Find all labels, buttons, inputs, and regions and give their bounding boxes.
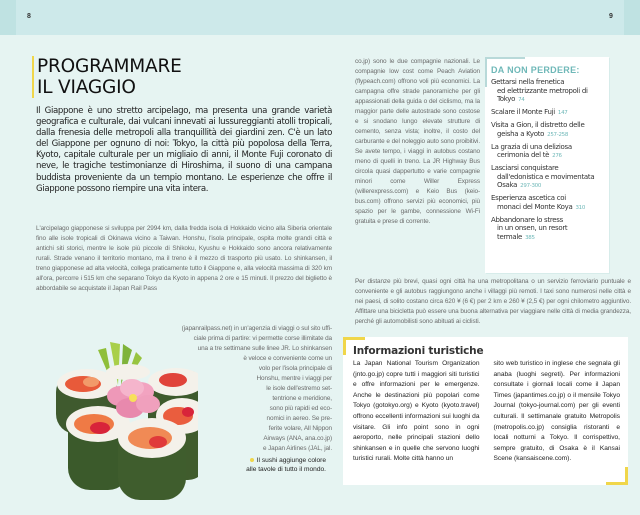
- page-ref: 257-258: [547, 131, 569, 138]
- photo-caption: Il sushi aggiunge colore alle tavole di tutto il mondo.: [246, 457, 326, 473]
- title-line-1: PROGRAMMARE: [37, 56, 182, 77]
- body-paragraph: L'arcipelago giapponese si sviluppa per 2994 km, dalla fredda isola di Hokkaido vicino alla Siberia orientale fino alle isole tropicali di Okinawa vicino a Taiwan. Honshu, l'isola principale, ospita molte grandi città e antichi siti storici, mentre le isole più piccole di Shikoku, Kyushu e Hokkaido sono ancora relativamente rurali. Strade venano il territorio montano, ma il treno è il mezzo di trasporto più usato. Lo shinkansen, il treno giapponese ad alta velocità, collega praticamente tutto il Giappone e, alla velocità massima di 320 km all'ora, percorre i 515 km che separano Tokyo da Kyoto in appena 2 ore e 15 minuti. Il prezzo del biglietto è abbordabile se acquistate il Japan Rail Pass: [36, 225, 332, 292]
- corner-accent: [625, 467, 628, 485]
- box-accent-bar-vertical: [485, 57, 487, 87]
- highlight-item: Gettarsi nella frenetica ed elettrizzante metropoli di Tokyo 74: [491, 78, 588, 103]
- middle-column-text: co.jp) sono le due compagnie nazionali. Le compagnie low cost come Peach Aviation (flypeach.com) offrono voli più economici. La campagna offre strade panoramiche per gli appassionati della guida o del ciclismo, ma la maggior parte delle autostrade sono costose e si snodano lungo elevate strutture di cemento, senza vista; inoltre, il costo del carburante e del noleggio auto sono proibitivi. Se avete tempo, i viaggi in autobus costano meno di quelli in treno. La JR Highway Bus circola quasi dappertutto e varie compagnie minori come Willer Express (willerexpress.com) e Keio Bus (keio-bus.com) offrono servizi più economici, più spazio per le gambe, connessione Wi-Fi gratuita e prese di corrente.: [355, 58, 480, 225]
- caption-bullet-icon: [250, 458, 254, 462]
- highlight-item: Abbandonare lo stress in un onsen, un resort termale 385: [491, 215, 568, 241]
- page-ref: 74: [518, 97, 525, 103]
- highlight-item: La grazia di una deliziosa cerimonia del tè 276: [491, 142, 572, 159]
- page-ref: 147: [557, 110, 568, 116]
- box-accent-bar: [485, 57, 525, 59]
- highlight-item: Visita a Gion, il distretto delle geisha a Kyoto 257-258: [491, 121, 585, 138]
- corner-accent: [343, 337, 365, 340]
- highlight-item: Scalare il Monte Fuji 147: [491, 108, 568, 116]
- info-column-1: La Japan National Tourism Organization (jnto.go.jp) copre tutti i maggiori siti turistici e offre informazioni per le emergenze. Anche le destinazioni più popolari come Tokyo (gotokyo.org) e Kyoto (kyoto.travel) offrono eccellenti informazioni sui luoghi da visitare. Gli info point sono in ogni aeroporto, nelle principali stazioni dello shinkansen e in quelle che servono luoghi turistici rurali. Molte città hanno un: [353, 360, 480, 463]
- middle-column-text-continued: Per distanze più brevi, quasi ogni città ha una metropolitana o un servizio ferroviario puntuale e conveniente e gli autobus raggiungono anche i villaggi più remoti. I taxi sono numerosi nelle città e nei paesi, di solito costano circa 620 ¥ (6 €) per 2 km e 260 ¥ (2,5 €) per ogni chilometro aggiuntivo. Affittare una bicicletta può essere una buona alternativa per viaggiare nelle città di media grandezza, perché gli automobilisti sono abituati ai ciclisti.: [355, 278, 631, 325]
- sushi-photo: [28, 330, 198, 500]
- highlight-item: Lasciarsi conquistare dall'edonistica e movimentata Osaka 297-300: [491, 164, 595, 189]
- page-header-band: [0, 0, 640, 35]
- lead-paragraph: Il Giappone è uno stretto arcipelago, ma presenta una grande varietà geografica e culturale, dai vulcani innevati ai lussureggianti atolli tropicali, dalla frenesia delle metropoli alla tranquillità dei giardini zen. C'è un lato del Giappone per ognuno di noi: Tokyo, la città più popolosa della Terra, Kyoto, capitale culturale per un migliaio di anni, il Monte Fuji coronato di neve, le tragiche testimonianze di Hiroshima, il suono di una campana buddista proveniente da un tempio montano. Le esperienze che offre il Giappone possono riempire una vita intera.: [36, 106, 332, 194]
- highlight-item: Esperienza ascetica coi monaci del Monte Koya 310: [491, 194, 586, 211]
- info-box: [343, 337, 628, 485]
- page-ref: 310: [575, 204, 586, 211]
- page-number-left: 8: [27, 13, 31, 20]
- da-non-perdere-box: [485, 57, 609, 273]
- box-heading: DA NON PERDERE:: [491, 65, 580, 75]
- page-ref: 385: [525, 234, 535, 241]
- corner-accent: [343, 337, 346, 355]
- page-title: [32, 56, 182, 98]
- title-line-2: IL VIAGGIO: [37, 77, 136, 98]
- body-wrap-text: (japanrailpass.net) in un'agenzia di viaggi o sul sito uffi- ciale prima di partire: vi permette corse illimitate da una a tre settimane sulle linee JR. Lo shinkansen è veloce e conveniente come un volo per l'isola principale di Honshu, mentre i viaggi per le isole dell'estremo set- tentrione e meridione, sono più rapidi ed eco- nomici in aereo. Se pre- ferite volare, All Nippon Airways (ANA, ana.co.jp) e Japan Airlines (JAL, jal.: [181, 325, 332, 452]
- page-ref: 276: [552, 153, 562, 159]
- header-edge-right: [624, 0, 640, 35]
- page-number-right: 9: [609, 13, 613, 20]
- header-edge-left: [0, 0, 16, 35]
- info-column-2: sito web turistico in inglese che segnala gli anaba (luoghi segreti). Per informazioni consultate i giornali locali come il Japan Times (japantimes.co.jp) o il mensile Tokyo Journal (tokyo-journal.com) per gli eventi culturali. Il settimanale gratuito Metropolis (metropolis.co.jp) consiglia ristoranti e locali notturni a Tokyo. Il corrispettivo, sempre gratuito, di Osaka è il Kansai Scene (kansaiscene.com).: [493, 360, 620, 463]
- page-ref: 297-300: [520, 183, 542, 189]
- info-box-heading: Informazioni turistiche: [353, 345, 484, 357]
